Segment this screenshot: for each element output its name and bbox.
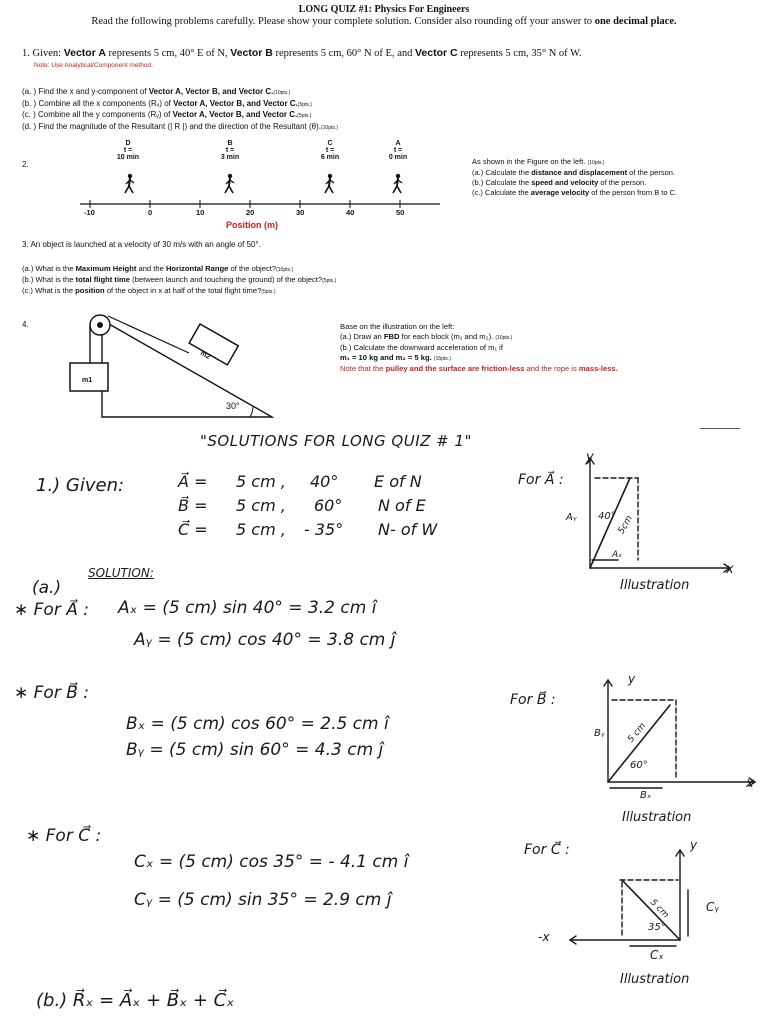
q1-item: (b. ) Combine all the x components (Rₓ) of Vector A, Vector B, and Vector C.(5pts.) xyxy=(22,98,312,108)
q2-item: (a.) Calculate the distance and displacement of the person. xyxy=(472,168,676,177)
q3-item: (b.) What is the total flight time (between launch and touching the ground) of the object?(5pts.) xyxy=(22,275,337,284)
fig-a-x: x xyxy=(726,562,734,577)
fig-a-ax: Aₓ xyxy=(612,550,623,560)
given-row: B⃗ = 5 cm , 60° N of E xyxy=(178,496,426,515)
q1-item: (a. ) Find the x and y-component of Vector A, Vector B, and Vector C.(10pts.) xyxy=(22,87,291,96)
fig-b-illustration: Illustration xyxy=(622,810,692,825)
q1-items xyxy=(22,87,338,133)
given-label: 1.) Given: xyxy=(36,475,125,496)
fig-c-y: y xyxy=(690,838,698,852)
q2-tick-label: 0 xyxy=(148,208,153,217)
fig-c-illustration: Illustration xyxy=(620,972,690,987)
for-b-label: ∗ For B⃗ : xyxy=(14,683,90,703)
for-c-label: ∗ For C⃗ : xyxy=(26,826,102,846)
by-equation: Bᵧ = (5 cm) sin 60° = 4.3 cm ĵ xyxy=(126,740,384,760)
fig-c-for: For C⃗ : xyxy=(524,842,570,858)
q2-point-a: A t = 0 min xyxy=(388,140,408,161)
solutions-title: "SOLUTIONS FOR LONG QUIZ # 1" xyxy=(200,432,472,450)
block-m2 xyxy=(189,324,238,365)
quiz-instructions: Read the following problems carefully. Please show your complete solution. Consider also rounding off your answer to one decimal place. xyxy=(91,16,677,27)
ay-equation: Aᵧ = (5 cm) cos 40° = 3.8 cm ĵ xyxy=(134,630,396,650)
for-a-label: ∗ For A⃗ : xyxy=(14,600,89,620)
q4-incline-figure xyxy=(62,305,282,425)
q2-item: (b.) Calculate the speed and velocity of the person. xyxy=(472,178,647,187)
q2-point-d: D t = 10 min xyxy=(116,140,140,161)
fig-c-len: 5 cm xyxy=(647,897,671,921)
solution-label: SOLUTION: xyxy=(88,566,154,580)
q2-number: 2. xyxy=(22,160,29,169)
cx-equation: Cₓ = (5 cm) cos 35° = - 4.1 cm î xyxy=(134,852,409,872)
fig-c-negx: -x xyxy=(538,930,550,944)
fig-b-by: Bᵧ xyxy=(594,728,605,739)
q4-intro: Base on the illustration on the left: xyxy=(340,322,455,331)
figure-vector-b xyxy=(590,670,760,800)
given-row: A⃗ = 5 cm , 40° E of N xyxy=(178,472,422,491)
fig-c-cy: Cᵧ xyxy=(706,900,719,914)
q2-tick-label: 50 xyxy=(396,208,405,217)
q4-number: 4. xyxy=(22,320,29,329)
q3-stem: 3. An object is launched at a velocity of 30 m/s with an angle of 50°. xyxy=(22,240,261,249)
given-row: C⃗ = 5 cm , - 35° N- of W xyxy=(178,520,438,539)
ax-equation: Aₓ = (5 cm) sin 40° = 3.2 cm î xyxy=(118,598,377,618)
fig-a-angle: 40° xyxy=(598,511,616,522)
angle-label: 30° xyxy=(226,401,240,411)
q3-items xyxy=(22,264,336,297)
q2-axis-label: Position (m) xyxy=(226,220,278,230)
q1-given: 1. Given: Vector A represents 5 cm, 40° E of N, Vector B represents 5 cm, 60° N of E, and Vector C represents 5 cm, 35° N of W. xyxy=(22,47,582,59)
quiz-title: LONG QUIZ #1: Physics For Engineers xyxy=(298,4,470,15)
fig-a-ay: Aᵧ xyxy=(566,512,577,523)
m2-label: m2 xyxy=(198,349,212,362)
q2-tick-label: 20 xyxy=(246,208,255,217)
q1-item: (c. ) Combine all the y components (Rᵧ) of Vector A, Vector B, and Vector C.(5pts.) xyxy=(22,110,312,119)
fig-b-x: x xyxy=(746,776,754,791)
q3-item: (a.) What is the Maximum Height and the Horizontal Range of the object?(10pts.) xyxy=(22,264,294,273)
fig-b-bx: Bₓ xyxy=(640,790,652,801)
q4-item-b2: m₁ = 10 kg and m₂ = 5 kg. (15pts.) xyxy=(340,352,451,362)
part-b-equation: (b.) R⃗ₓ = A⃗ₓ + B⃗ₓ + C⃗ₓ xyxy=(36,990,235,1011)
fig-a-len: 5cm xyxy=(616,514,635,536)
q2-tick-label: 10 xyxy=(196,208,205,217)
q4-note: Note that the pulley and the surface are friction-less and the rope is mass-less. xyxy=(340,364,618,373)
q4-item-b: (b.) Calculate the downward acceleration of m₁ if xyxy=(340,343,503,352)
fig-b-len: 5 cm xyxy=(626,721,649,745)
q2-intro: As shown in the Figure on the left. (10pts.) xyxy=(472,157,605,166)
q2-point-c: C t = 6 min xyxy=(320,140,340,161)
figure-vector-a xyxy=(570,448,740,578)
given-list xyxy=(178,470,478,542)
q1-item: (d. ) Find the magnitude of the Resultant (| R |) and the direction of the Resultant (θ).(10pts.) xyxy=(22,121,338,131)
fig-c-angle: 35° xyxy=(648,922,666,933)
q2-tick-label: -10 xyxy=(84,208,95,217)
q2-point-b: B t = 3 min xyxy=(220,140,240,161)
q2-tick-label: 30 xyxy=(296,208,305,217)
fig-b-y: y xyxy=(628,672,636,686)
bx-equation: Bₓ = (5 cm) cos 60° = 2.5 cm î xyxy=(126,714,389,734)
q2-questions xyxy=(472,157,677,198)
fig-b-angle: 60° xyxy=(630,760,648,771)
divider xyxy=(700,428,740,429)
fig-a-illustration: Illustration xyxy=(620,578,690,593)
q2-tick-label: 40 xyxy=(346,208,355,217)
fig-a-y: y xyxy=(586,450,594,465)
q3-item: (c.) What is the position of the object in x at half of the total flight time?(5pts.) xyxy=(22,286,276,295)
fig-c-cx: Cₓ xyxy=(650,948,664,962)
m1-label: m1 xyxy=(82,377,93,384)
q1-note: Note: Use Analytical/Component method. xyxy=(34,62,153,69)
q4-item-a: (a.) Draw an FBD for each block (m₁ and m₂). (10pts.) xyxy=(340,331,513,341)
cy-equation: Cᵧ = (5 cm) sin 35° = 2.9 cm ĵ xyxy=(134,890,392,910)
part-a-label: (a.) xyxy=(32,578,62,598)
q4-questions xyxy=(340,322,618,374)
fig-b-for: For B⃗ : xyxy=(510,692,556,708)
fig-a-for: For A⃗ : xyxy=(518,472,564,488)
q2-item: (c.) Calculate the average velocity of the person from B to C. xyxy=(472,188,678,197)
figure-vector-c xyxy=(560,840,740,950)
